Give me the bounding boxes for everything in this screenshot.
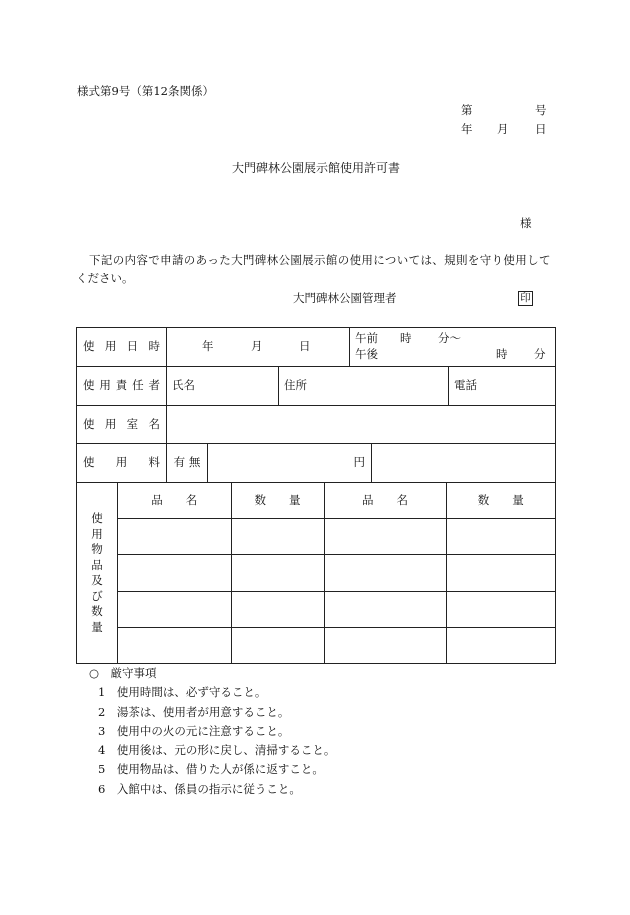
label-datetime: 使用日時: [77, 328, 167, 367]
items-label-char: び: [91, 588, 103, 603]
seal-glyph: 印: [518, 291, 533, 306]
number-suffix: 号: [535, 103, 547, 117]
datetime-time-cell: [350, 328, 556, 367]
rule-item: 2 湯茶は、使用者が用意すること。: [98, 704, 290, 719]
item-quantity-input[interactable]: [231, 591, 324, 627]
item-name-input[interactable]: [324, 627, 446, 663]
permit-form-table: [76, 327, 556, 664]
label-room: 使用室名: [77, 406, 167, 444]
item-quantity-input[interactable]: [231, 627, 324, 663]
number-prefix: 第: [461, 103, 473, 117]
rule-item: 6 入館中は、係員の指示に従うこと。: [98, 781, 301, 796]
rules-section: [87, 664, 335, 799]
rule-item: 4 使用後は、元の形に戻し、清掃すること。: [98, 743, 336, 758]
minute-end-label: 分: [534, 347, 546, 361]
date-day: 日: [535, 122, 547, 136]
items-label-char: 物: [91, 542, 103, 556]
items-label-char: 量: [91, 619, 103, 634]
items-row: [118, 555, 555, 591]
item-name-input[interactable]: [118, 591, 231, 627]
items-label-char: 及: [91, 573, 103, 587]
items-label-char: 品: [91, 557, 103, 572]
hour-start-label: 時: [400, 331, 412, 345]
items-header-row: [118, 483, 555, 519]
fee-extra-field[interactable]: [372, 444, 555, 482]
item-quantity-input[interactable]: [446, 519, 555, 555]
seal-mark: [518, 291, 533, 306]
items-row: [118, 627, 555, 663]
row-fee: [77, 444, 556, 483]
col-item-name-2: 品 名: [324, 483, 446, 519]
date-month-label: 月: [251, 339, 263, 353]
issuer-name: 大門碑林公園管理者: [293, 291, 397, 305]
rule-item: 3 使用中の火の元に注意すること。: [98, 723, 290, 738]
date-year-label: 年: [202, 339, 214, 353]
col-quantity-2: 数 量: [446, 483, 555, 519]
item-quantity-input[interactable]: [446, 591, 555, 627]
am-label: 午前: [355, 331, 378, 345]
datetime-date-cell: [167, 328, 350, 367]
row-responsible: [77, 367, 556, 406]
item-name-input[interactable]: [118, 555, 231, 591]
items-label-char: 使: [91, 511, 103, 525]
rules-heading: ○ 厳守事項: [89, 666, 157, 680]
name-field[interactable]: [167, 367, 279, 405]
form-number: 様式第9号（第12条関係）: [77, 84, 214, 98]
date-day-label: 日: [299, 339, 311, 353]
document-title: 大門碑林公園展示館使用許可書: [232, 161, 401, 175]
label-fee: 使用料: [77, 444, 167, 483]
label-items: [77, 483, 118, 663]
addressee-suffix: 様: [520, 216, 532, 230]
item-quantity-input[interactable]: [446, 627, 555, 663]
body-text-line1: 下記の内容で申請のあった大門碑林公園展示館の使用については、規則を守り使用して: [89, 253, 551, 267]
address-field[interactable]: [279, 367, 449, 405]
col-item-name-1: 品 名: [118, 483, 231, 519]
items-label-char: 用: [91, 526, 103, 541]
rule-item: 1 使用時間は、必ず守ること。: [98, 685, 267, 700]
responsible-cell: [167, 367, 556, 406]
address-label: 住所: [284, 378, 307, 393]
yes-no-label: 有 無: [173, 455, 201, 470]
items-table: [118, 483, 555, 663]
date-month: 月: [497, 122, 509, 136]
name-label: 氏名: [172, 378, 195, 393]
item-quantity-input[interactable]: [231, 519, 324, 555]
phone-label: 電話: [454, 378, 477, 393]
col-quantity-1: 数 量: [231, 483, 324, 519]
items-row: [118, 519, 555, 555]
items-row: [118, 591, 555, 627]
item-name-input[interactable]: [324, 591, 446, 627]
item-quantity-input[interactable]: [446, 555, 555, 591]
label-responsible: 使用責任者: [77, 367, 167, 406]
items-label-char: 数: [91, 604, 103, 618]
yen-label: 円: [353, 455, 365, 470]
fee-yes-no[interactable]: [167, 444, 208, 482]
room-field[interactable]: [167, 406, 556, 444]
item-name-input[interactable]: [324, 519, 446, 555]
hour-end-label: 時: [496, 347, 508, 361]
row-room: [77, 406, 556, 444]
fee-cell: [167, 444, 556, 483]
item-name-input[interactable]: [118, 519, 231, 555]
pm-label: 午後: [355, 347, 378, 361]
fee-amount-field[interactable]: [208, 444, 372, 482]
row-items: [77, 483, 556, 664]
items-merged-cell: [77, 483, 556, 664]
row-datetime: [77, 328, 556, 367]
rule-item: 5 使用物品は、借りた人が係に返すこと。: [98, 762, 324, 777]
item-name-input[interactable]: [324, 555, 446, 591]
body-text-line2: ください。: [76, 271, 134, 285]
item-name-input[interactable]: [118, 627, 231, 663]
date-year: 年: [461, 122, 473, 136]
item-quantity-input[interactable]: [231, 555, 324, 591]
minute-start-label: 分～: [438, 331, 461, 345]
phone-field[interactable]: [449, 367, 555, 405]
